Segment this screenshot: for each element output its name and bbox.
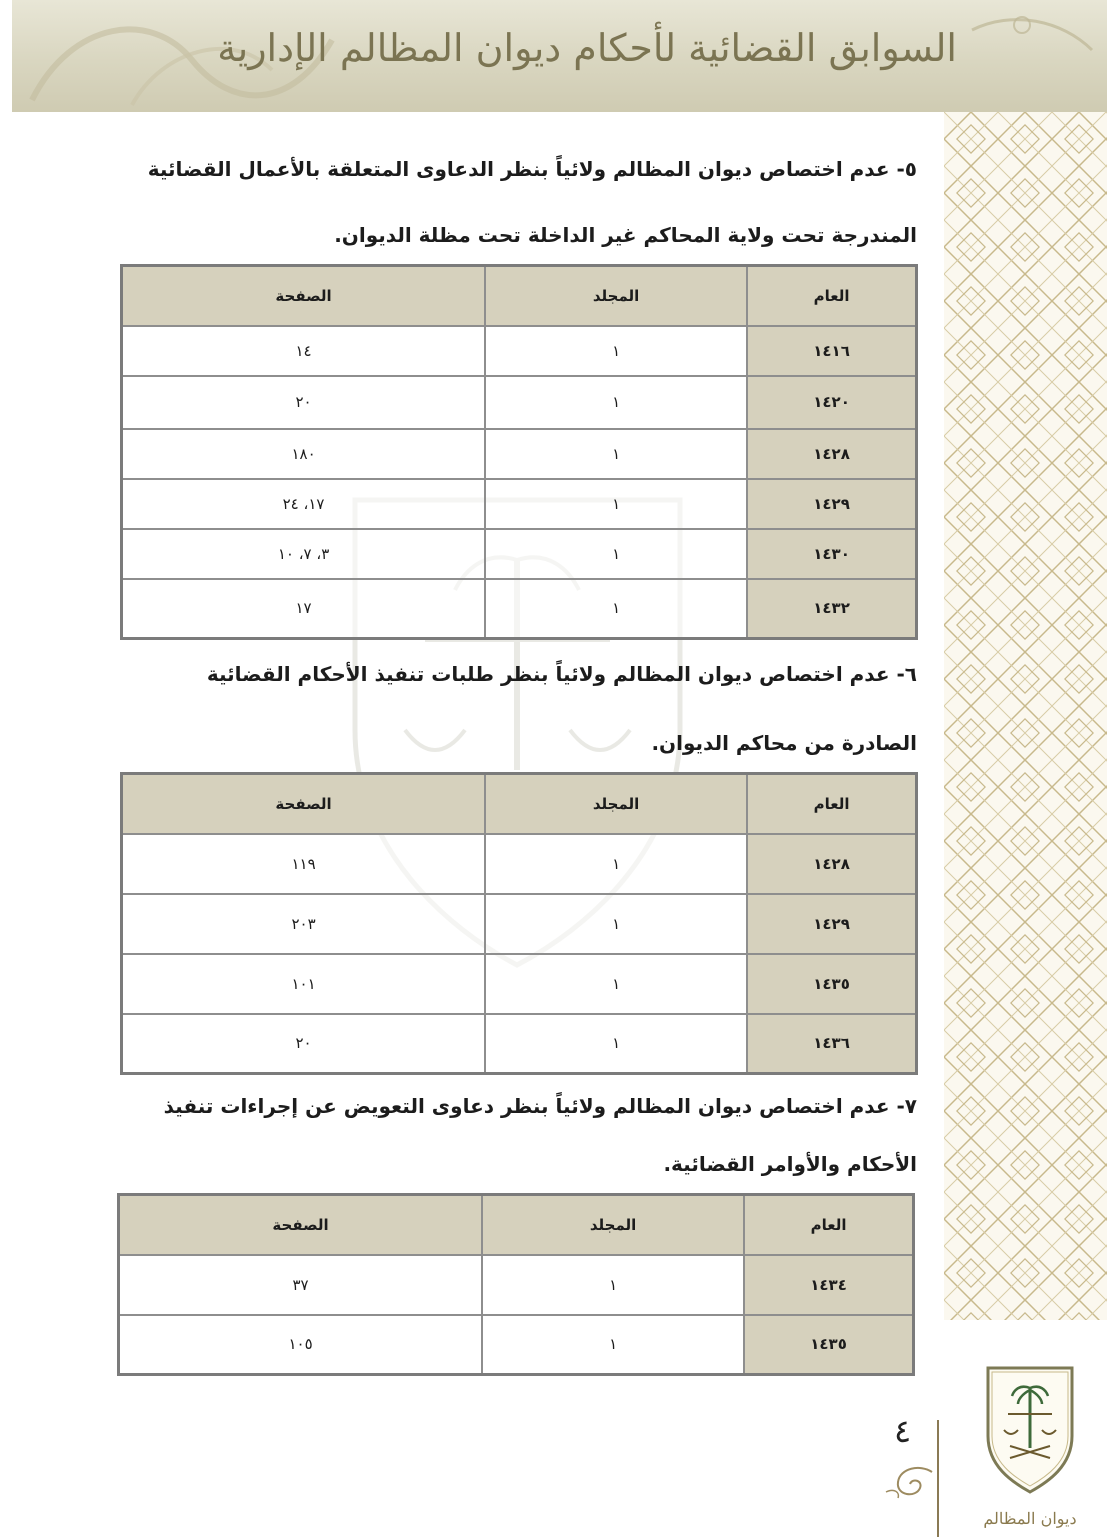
table-row: [122, 529, 917, 579]
diwan-logo-emblem: [980, 1354, 1080, 1534]
page-number: ٤: [894, 1412, 912, 1450]
year-cell: ١٤٣٠: [747, 529, 916, 579]
volume-cell: ١: [485, 326, 747, 376]
year-cell: ١٤٣٥: [747, 954, 916, 1014]
year-cell: ١٤٣٢: [747, 579, 916, 639]
year-cell: ١٤٣٦: [747, 1014, 916, 1074]
page-cell: ٢٠٣: [122, 894, 486, 954]
year-cell: ١٤٢٨: [747, 834, 916, 894]
table-section-6: [120, 772, 918, 1075]
col-year-header: العام: [747, 266, 916, 326]
page-header-banner: [12, 0, 1107, 112]
volume-cell: ١: [485, 1014, 747, 1074]
col-page-header: الصفحة: [122, 774, 486, 834]
year-cell: ١٤٢٨: [747, 429, 916, 479]
table-row: [122, 479, 917, 529]
page-cell: ١٤: [122, 326, 486, 376]
ornament-swirl-icon: [880, 1462, 936, 1504]
table-header-row: [119, 1195, 914, 1255]
table-row: [122, 579, 917, 639]
table-row: [122, 376, 917, 429]
page-cell: ١٠٥: [119, 1315, 483, 1375]
volume-cell: ١: [485, 894, 747, 954]
year-cell: ١٤٣٥: [744, 1315, 913, 1375]
table-row: [122, 1014, 917, 1074]
page-cell: ٢٠: [122, 376, 486, 429]
side-geometric-pattern: [944, 112, 1107, 1320]
year-cell: ١٤١٦: [747, 326, 916, 376]
table-header-row: [122, 774, 917, 834]
page-cell: ٣، ٧، ١٠: [122, 529, 486, 579]
volume-cell: ١: [482, 1255, 744, 1315]
page-cell: ١٠١: [122, 954, 486, 1014]
table-section-7: [117, 1193, 915, 1376]
page-cell: ١٧: [122, 579, 486, 639]
col-year-header: العام: [747, 774, 916, 834]
logo-text: ديوان المظالم: [983, 1509, 1077, 1528]
col-year-header: العام: [744, 1195, 913, 1255]
col-page-header: الصفحة: [122, 266, 486, 326]
section-6-heading-line2: الصادرة من محاكم الديوان.: [651, 731, 917, 755]
col-page-header: الصفحة: [119, 1195, 483, 1255]
section-6-heading-line1: ٦- عدم اختصاص ديوان المظالم ولائياً بنظر طلبات تنفيذ الأحكام القضائية: [206, 662, 917, 686]
year-cell: ١٤٢٩: [747, 894, 916, 954]
page-cell: ٢٠: [122, 1014, 486, 1074]
year-cell: ١٤٢٠: [747, 376, 916, 429]
table-header-row: [122, 266, 917, 326]
page-cell: ١٧، ٢٤: [122, 479, 486, 529]
year-cell: ١٤٢٩: [747, 479, 916, 529]
col-volume-header: المجلد: [485, 266, 747, 326]
year-cell: ١٤٣٤: [744, 1255, 913, 1315]
table-section-5: [120, 264, 918, 640]
page-cell: ١١٩: [122, 834, 486, 894]
section-5-heading-line2: المندرجة تحت ولاية المحاكم غير الداخلة تحت مظلة الديوان.: [334, 223, 917, 247]
volume-cell: ١: [485, 834, 747, 894]
col-volume-header: المجلد: [485, 774, 747, 834]
volume-cell: ١: [485, 479, 747, 529]
page-cell: ٣٧: [119, 1255, 483, 1315]
volume-cell: ١: [485, 579, 747, 639]
volume-cell: ١: [485, 954, 747, 1014]
page-cell: ١٨٠: [122, 429, 486, 479]
volume-cell: ١: [485, 429, 747, 479]
section-7-heading-line2: الأحكام والأوامر القضائية.: [663, 1152, 917, 1176]
table-row: [122, 326, 917, 376]
section-5-heading-line1: ٥- عدم اختصاص ديوان المظالم ولائياً بنظر الدعاوى المتعلقة بالأعمال القضائية: [147, 157, 917, 181]
section-7-heading-line1: ٧- عدم اختصاص ديوان المظالم ولائياً بنظر دعاوى التعويض عن إجراءات تنفيذ: [163, 1094, 917, 1118]
table-row: [122, 834, 917, 894]
footer-divider-line: [937, 1420, 939, 1537]
volume-cell: ١: [485, 376, 747, 429]
table-row: [119, 1315, 914, 1375]
table-row: [122, 429, 917, 479]
table-row: [122, 954, 917, 1014]
header-title: السوابق القضائية لأحكام ديوان المظالم الإدارية: [217, 26, 957, 70]
volume-cell: ١: [485, 529, 747, 579]
table-row: [122, 894, 917, 954]
col-volume-header: المجلد: [482, 1195, 744, 1255]
volume-cell: ١: [482, 1315, 744, 1375]
table-row: [119, 1255, 914, 1315]
